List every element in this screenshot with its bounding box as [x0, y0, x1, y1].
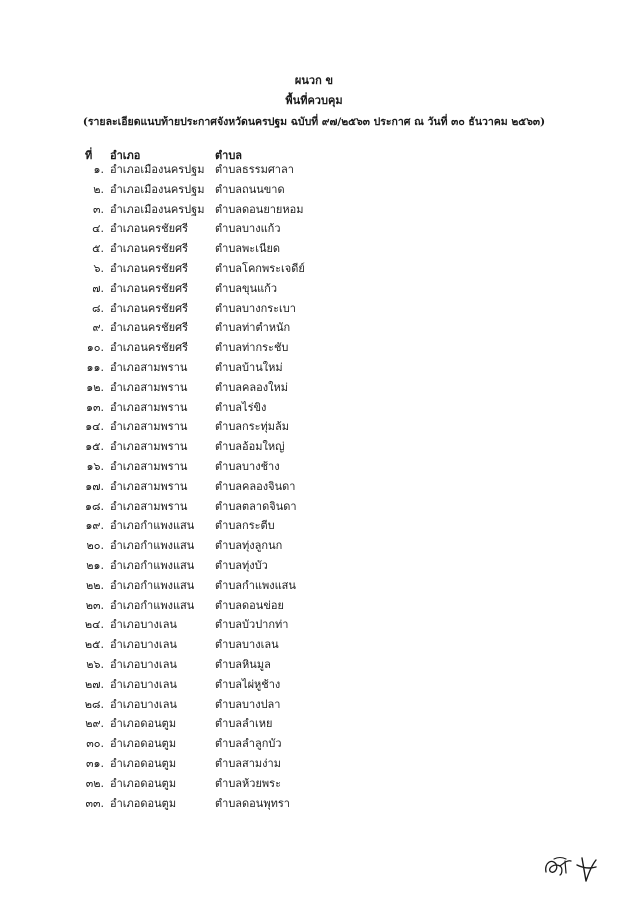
table-row	[0, 378, 628, 398]
table-row	[0, 239, 628, 259]
row-number: ๒๔.	[84, 618, 104, 632]
district-cell: อำเภอบางเลน	[110, 677, 177, 691]
subdistrict-cell: ตำบลบัวปากท่า	[215, 618, 289, 632]
subdistrict-cell: ตำบลทุ่งบัว	[215, 558, 268, 572]
subdistrict-cell: ตำบลท่ากระชับ	[215, 341, 289, 355]
row-number: ๒.	[93, 182, 104, 196]
subdistrict-cell: ตำบลดอนพุทรา	[215, 796, 290, 810]
table-row	[0, 596, 628, 616]
table-row	[0, 417, 628, 437]
subdistrict-cell: ตำบลบางช้าง	[215, 459, 280, 473]
row-number: ๑๑.	[86, 360, 104, 374]
row-number: ๑.	[93, 163, 104, 176]
subdistrict-cell: ตำบลคลองจินดา	[215, 479, 296, 493]
subdistrict-cell: ตำบลบางกระเบา	[215, 301, 296, 315]
subdistrict-cell: ตำบลกำแพงแสน	[215, 578, 296, 592]
district-cell: อำเภอดอนตูม	[110, 776, 177, 790]
annex-label: ผนวก ข	[294, 74, 334, 87]
district-cell: อำเภอกำแพงแสน	[110, 598, 195, 612]
table-row	[0, 358, 628, 378]
row-number: ๑๔.	[85, 420, 104, 434]
column-header-district: อำเภอ	[110, 149, 141, 162]
table-row	[0, 635, 628, 655]
control-area-list	[0, 160, 628, 813]
table-row	[0, 615, 628, 635]
document-reference: (รายละเอียดแนบท้ายประกาศจังหวัดนครปฐม ฉบับที่ ๙๗/๒๕๖๓ ประกาศ ณ วันที่ ๓๐ ธันวาคม ๒๕๖๓)	[82, 116, 546, 128]
row-number: ๕.	[92, 242, 104, 256]
table-row	[0, 437, 628, 457]
district-cell: อำเภอสามพราน	[110, 440, 188, 454]
district-cell: อำเภอดอนตูม	[110, 796, 177, 810]
row-number: ๓๐.	[86, 737, 104, 751]
row-number: ๓๒.	[85, 776, 104, 790]
table-row	[0, 794, 628, 814]
district-cell: อำเภอดอนตูม	[110, 756, 177, 770]
row-number: ๑๗.	[85, 479, 104, 493]
subdistrict-cell: ตำบลดอนยายหอม	[215, 202, 304, 216]
subdistrict-cell: ตำบลกระทุ่มล้ม	[215, 420, 290, 434]
page-title: พื้นที่ควบคุม	[285, 94, 343, 107]
district-cell: อำเภอสามพราน	[110, 479, 188, 493]
table-row	[0, 259, 628, 279]
subdistrict-cell: ตำบลสามง่าม	[215, 756, 281, 770]
district-cell: อำเภอสามพราน	[110, 499, 188, 513]
district-cell: อำเภอนครชัยศรี	[110, 222, 188, 236]
row-number: ๘.	[92, 301, 104, 315]
district-cell: อำเภอดอนตูม	[110, 717, 177, 731]
row-number: ๓.	[92, 202, 104, 216]
row-number: ๑๐.	[86, 341, 104, 355]
row-number: ๒๖.	[86, 657, 104, 671]
table-row	[0, 279, 628, 299]
subdistrict-cell: ตำบลลำลูกบัว	[215, 737, 282, 751]
district-cell: อำเภอกำแพงแสน	[110, 519, 195, 533]
row-number: ๑๕.	[85, 440, 104, 454]
subdistrict-cell: ตำบลทุ่งลูกนก	[215, 539, 283, 553]
district-cell: อำเภอเมืองนครปฐม	[110, 182, 205, 196]
subdistrict-cell: ตำบลดอนข่อย	[215, 598, 284, 612]
district-cell: อำเภอบางเลน	[110, 638, 177, 652]
table-row	[0, 477, 628, 497]
district-cell: อำเภอกำแพงแสน	[110, 558, 195, 572]
district-cell: อำเภอสามพราน	[110, 420, 188, 434]
row-number: ๖.	[93, 261, 104, 275]
subdistrict-cell: ตำบลโคกพระเจดีย์	[215, 261, 305, 275]
subdistrict-cell: ตำบลไร่ขิง	[215, 400, 267, 414]
table-row	[0, 516, 628, 536]
district-cell: อำเภอนครชัยศรี	[110, 301, 188, 315]
row-number: ๒๘.	[84, 697, 104, 711]
table-row	[0, 219, 628, 239]
subdistrict-cell: ตำบลธรรมศาลา	[215, 163, 294, 176]
subdistrict-cell: ตำบลลำเหย	[215, 717, 273, 731]
table-row	[0, 398, 628, 418]
subdistrict-cell: ตำบลคลองใหม่	[215, 380, 288, 394]
district-cell: อำเภอกำแพงแสน	[110, 539, 195, 553]
row-number: ๒๓.	[85, 598, 104, 612]
row-number: ๒๕.	[84, 638, 104, 652]
district-cell: อำเภอบางเลน	[110, 697, 177, 711]
row-number: ๑๒.	[86, 380, 104, 394]
table-row	[0, 695, 628, 715]
subdistrict-cell: ตำบลบางเลน	[215, 638, 279, 652]
row-number: ๒๗.	[84, 677, 104, 691]
subdistrict-cell: ตำบลบางปลา	[215, 697, 281, 711]
district-cell: อำเภอกำแพงแสน	[110, 578, 195, 592]
signature-icon	[538, 848, 600, 886]
district-cell: อำเภอนครชัยศรี	[110, 321, 188, 335]
district-cell: อำเภอสามพราน	[110, 380, 188, 394]
row-number: ๒๙.	[85, 717, 104, 731]
table-row	[0, 714, 628, 734]
subdistrict-cell: ตำบลกระตีบ	[215, 519, 275, 533]
table-row	[0, 457, 628, 477]
table-row	[0, 299, 628, 319]
district-cell: อำเภอดอนตูม	[110, 737, 177, 751]
subdistrict-cell: ตำบลไผ่หูช้าง	[215, 677, 281, 691]
table-row	[0, 774, 628, 794]
district-cell: อำเภอสามพราน	[110, 400, 188, 414]
district-cell: อำเภอนครชัยศรี	[110, 242, 188, 256]
table-row	[0, 655, 628, 675]
row-number: ๙.	[92, 321, 104, 335]
district-cell: อำเภอเมืองนครปฐม	[110, 163, 205, 176]
table-row	[0, 318, 628, 338]
subdistrict-cell: ตำบลห้วยพระ	[215, 776, 281, 790]
table-row	[0, 180, 628, 200]
table-row	[0, 576, 628, 596]
subdistrict-cell: ตำบลบางแก้ว	[215, 222, 281, 236]
table-row	[0, 497, 628, 517]
district-cell: อำเภอสามพราน	[110, 459, 188, 473]
district-cell: อำเภอนครชัยศรี	[110, 281, 188, 295]
row-number: ๒๑.	[86, 558, 104, 572]
table-row	[0, 200, 628, 220]
row-number: ๑๙.	[85, 519, 104, 533]
row-number: ๓๓.	[85, 796, 104, 810]
district-cell: อำเภอนครชัยศรี	[110, 261, 188, 275]
column-header-number: ที่	[85, 149, 93, 162]
row-number: ๔.	[92, 222, 104, 236]
row-number: ๑๘.	[85, 499, 104, 513]
row-number: ๑๓.	[86, 400, 104, 414]
district-cell: อำเภอนครชัยศรี	[110, 341, 188, 355]
table-row	[0, 160, 628, 180]
column-header-subdistrict: ตำบล	[215, 149, 243, 162]
district-cell: อำเภอเมืองนครปฐม	[110, 202, 205, 216]
row-number: ๑๖.	[86, 459, 104, 473]
table-row	[0, 556, 628, 576]
subdistrict-cell: ตำบลพะเนียด	[215, 242, 281, 256]
row-number: ๒๒.	[86, 578, 104, 592]
subdistrict-cell: ตำบลบ้านใหม่	[215, 360, 283, 374]
subdistrict-cell: ตำบลตลาดจินดา	[215, 499, 297, 513]
table-row	[0, 536, 628, 556]
row-number: ๓๑.	[86, 756, 104, 770]
row-number: ๒๐.	[86, 539, 104, 553]
subdistrict-cell: ตำบลขุนแก้ว	[215, 281, 278, 295]
table-row	[0, 338, 628, 358]
subdistrict-cell: ตำบลหินมูล	[215, 657, 271, 671]
district-cell: อำเภอบางเลน	[110, 657, 177, 671]
table-row	[0, 734, 628, 754]
district-cell: อำเภอสามพราน	[110, 360, 188, 374]
subdistrict-cell: ตำบลอ้อมใหญ่	[215, 440, 285, 454]
table-row	[0, 675, 628, 695]
district-cell: อำเภอบางเลน	[110, 618, 177, 632]
subdistrict-cell: ตำบลท่าตำหนัก	[215, 321, 291, 335]
subdistrict-cell: ตำบลถนนขาด	[215, 182, 285, 196]
row-number: ๗.	[92, 281, 104, 295]
table-row	[0, 754, 628, 774]
